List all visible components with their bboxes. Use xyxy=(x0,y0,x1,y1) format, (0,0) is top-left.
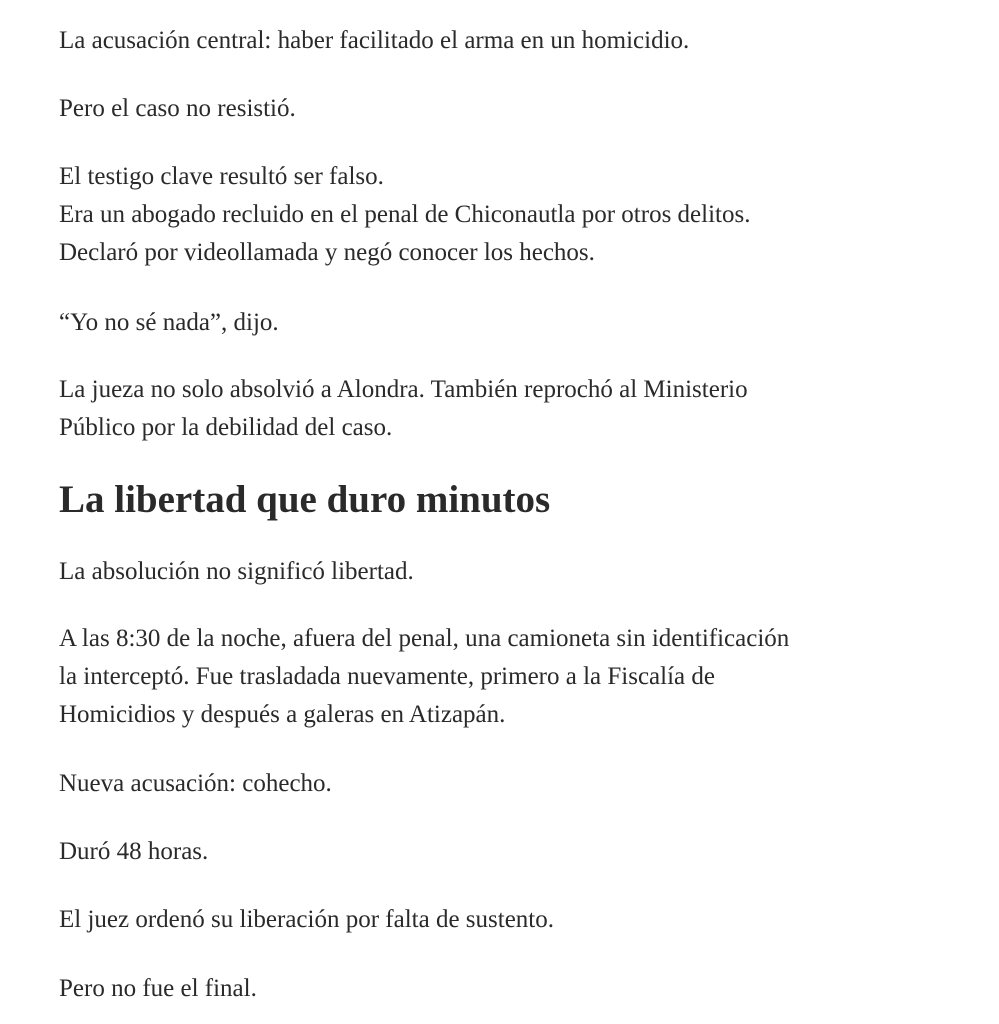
paragraph: Pero no fue el final. xyxy=(59,975,257,1002)
paragraph-line: A las 8:30 de la noche, afuera del penal, una camioneta sin identificación xyxy=(59,625,790,652)
paragraph-line: Declaró por videollamada y negó conocer los hechos. xyxy=(59,239,595,266)
paragraph-line: la interceptó. Fue trasladada nuevamente, primero a la Fiscalía de xyxy=(59,663,715,690)
paragraph: La absolución no significó libertad. xyxy=(59,558,414,585)
quote-paragraph: “Yo no sé nada”, dijo. xyxy=(59,309,279,336)
paragraph: Duró 48 horas. xyxy=(59,838,209,865)
paragraph: La acusación central: haber facilitado el arma en un homicidio. xyxy=(59,27,690,54)
paragraph-line: La jueza no solo absolvió a Alondra. También reprochó al Ministerio xyxy=(59,376,748,403)
section-heading: La libertad que duro minutos xyxy=(59,478,551,521)
paragraph: Nueva acusación: cohecho. xyxy=(59,770,332,797)
paragraph-line: Era un abogado recluido en el penal de Chiconautla por otros delitos. xyxy=(59,201,751,228)
paragraph: Pero el caso no resistió. xyxy=(59,95,296,122)
paragraph xyxy=(59,371,748,447)
paragraph: El juez ordenó su liberación por falta de sustento. xyxy=(59,906,554,933)
paragraph xyxy=(59,620,789,734)
paragraph-line: Homicidios y después a galeras en Atizapán. xyxy=(59,701,506,728)
paragraph-line: El testigo clave resultó ser falso. xyxy=(59,163,384,190)
paragraph xyxy=(59,158,750,272)
paragraph-line: Público por la debilidad del caso. xyxy=(59,414,393,441)
